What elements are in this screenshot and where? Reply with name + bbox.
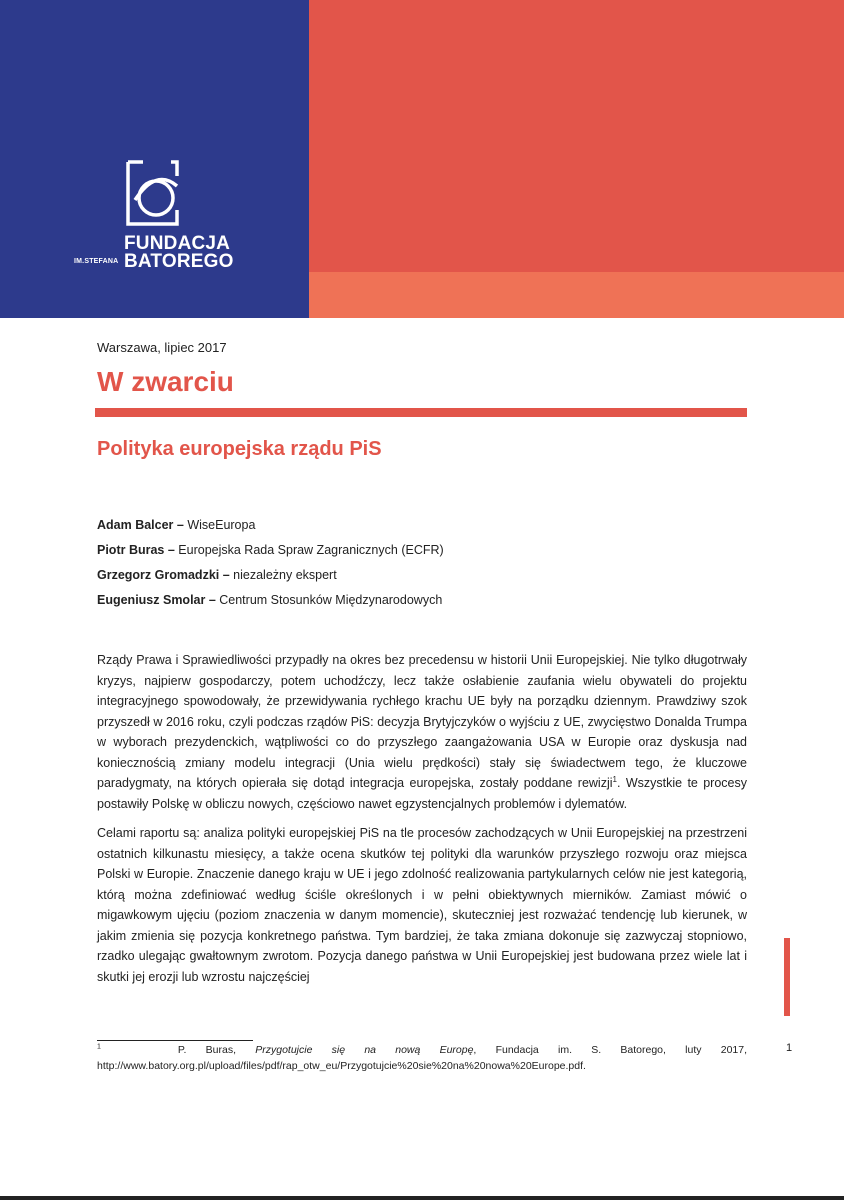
author-affiliation: niezależny ekspert	[229, 568, 337, 582]
paragraph-1-text-end: . Wszystkie te procesy postawiły Polskę w obliczu nowych, częściowo nawet egzystencjalnych problemów i dylematów.	[97, 776, 748, 811]
footnote-work-title: Przygotujcie się na nową Europę	[255, 1044, 474, 1056]
margin-marker	[784, 938, 790, 1016]
author-entry	[97, 516, 747, 541]
title-underline	[95, 408, 747, 417]
paragraph-1-text: Rządy Prawa i Sprawiedliwości przypadły na okres bez precedensu w historii Unii Europejskiej. Nie tylko długotrwały kryzys, najpierw gospodarczy, potem uchodźczy, lecz także osłabienie zaufania wielu obywateli do projektu integracyjnego spowodowały, że przewidywania rychłego krachu UE były na porządku dziennym. Prawdziwy szok przyszedł w 2016 roku, czyli podczas rządów PiS: decyzja Brytyjczyków o wyjściu z UE, zwycięstwo Donalda Trumpa w wyborach prezydenckich, wątpliwości co do przyszłego zaangażowania USA w Europie oraz dyskusja nad koniecznością zmiany modelu integracji (Unia wielu prędkości) stały się świadectwem tego, że kluczowe paradygmaty, na których opierała się dotąd integracja europejska, zostały poddane rewizji	[97, 653, 747, 790]
footnote-author: P. Buras,	[177, 1044, 256, 1056]
document-date: Warszawa, lipiec 2017	[97, 340, 227, 355]
foundation-emblem-icon	[125, 160, 185, 228]
footnote-reference: 1	[612, 774, 617, 784]
document-subtitle: Polityka europejska rządu PiS	[97, 438, 382, 460]
footnote-rule	[97, 1040, 253, 1041]
logo-text-im-stefana: IM.STEFANA	[74, 258, 119, 265]
header-band-coral	[309, 272, 844, 318]
header-band-red	[309, 0, 844, 272]
paragraph-2: Celami raportu są: analiza polityki europejskiej PiS na tle procesów zachodzących w Unii Europejskiej na przestrzeni ostatnich kilkunastu miesięcy, a także ocena skutków tej polityki dla warunków przyszłego rozwoju oraz miejsca Polski w Europie. Znaczenie danego kraju w UE i jego zdolność realizowania partykularnych celów nie jest kategorią, którą można zdefiniować według ściśle określonych i w pełni obiektywnych mierników. Zamiast mówić o migawkowym ujęciu (poziom znaczenia w danym momencie), skuteczniej jest rozważać tendencję lub kierunek, w jakim zmienia się pozycja konkretnego państwa. Tym bardziej, że taka zmiana dokonuje się zazwyczaj stopniowo, rzadko ulegając gwałtownym zwrotom. Pozycja danego państwa w Unii Europejskiej jest budowana przez wiele lat i skutki jej erozji lub wzrostu najczęściej	[97, 826, 747, 984]
logo-text-fundacja: FUNDACJA	[124, 233, 231, 254]
page-number: 1	[786, 1042, 793, 1054]
body-text	[97, 650, 747, 996]
page-bottom-edge	[0, 1196, 844, 1200]
document-title: W zwarciu	[97, 366, 234, 397]
author-entry	[97, 591, 747, 616]
footnote-marker: 1	[97, 1043, 101, 1051]
footnote	[97, 1042, 747, 1074]
author-affiliation: Europejska Rada Spraw Zagranicznych (ECFR)	[174, 543, 444, 557]
paragraph-1	[97, 650, 747, 814]
footnote-details: , Fundacja im. S. Batorego, luty 2017, http://www.batory.org.pl/upload/files/pdf/rap_otw_eu/Przygotujcie%20sie%20na%20nowa%20Europe.pdf.	[97, 1044, 748, 1072]
author-affiliation: WiseEuropa	[183, 518, 256, 532]
foundation-logo	[74, 160, 234, 280]
author-list	[97, 516, 747, 616]
author-entry	[97, 541, 747, 566]
author-name: Eugeniusz Smolar –	[97, 593, 216, 607]
author-name: Grzegorz Gromadzki –	[97, 568, 230, 582]
author-affiliation: Centrum Stosunków Międzynarodowych	[215, 593, 443, 607]
author-name: Adam Balcer –	[97, 518, 184, 532]
logo-text-batorego: BATOREGO	[124, 251, 234, 272]
author-entry	[97, 566, 747, 591]
author-name: Piotr Buras –	[97, 543, 175, 557]
